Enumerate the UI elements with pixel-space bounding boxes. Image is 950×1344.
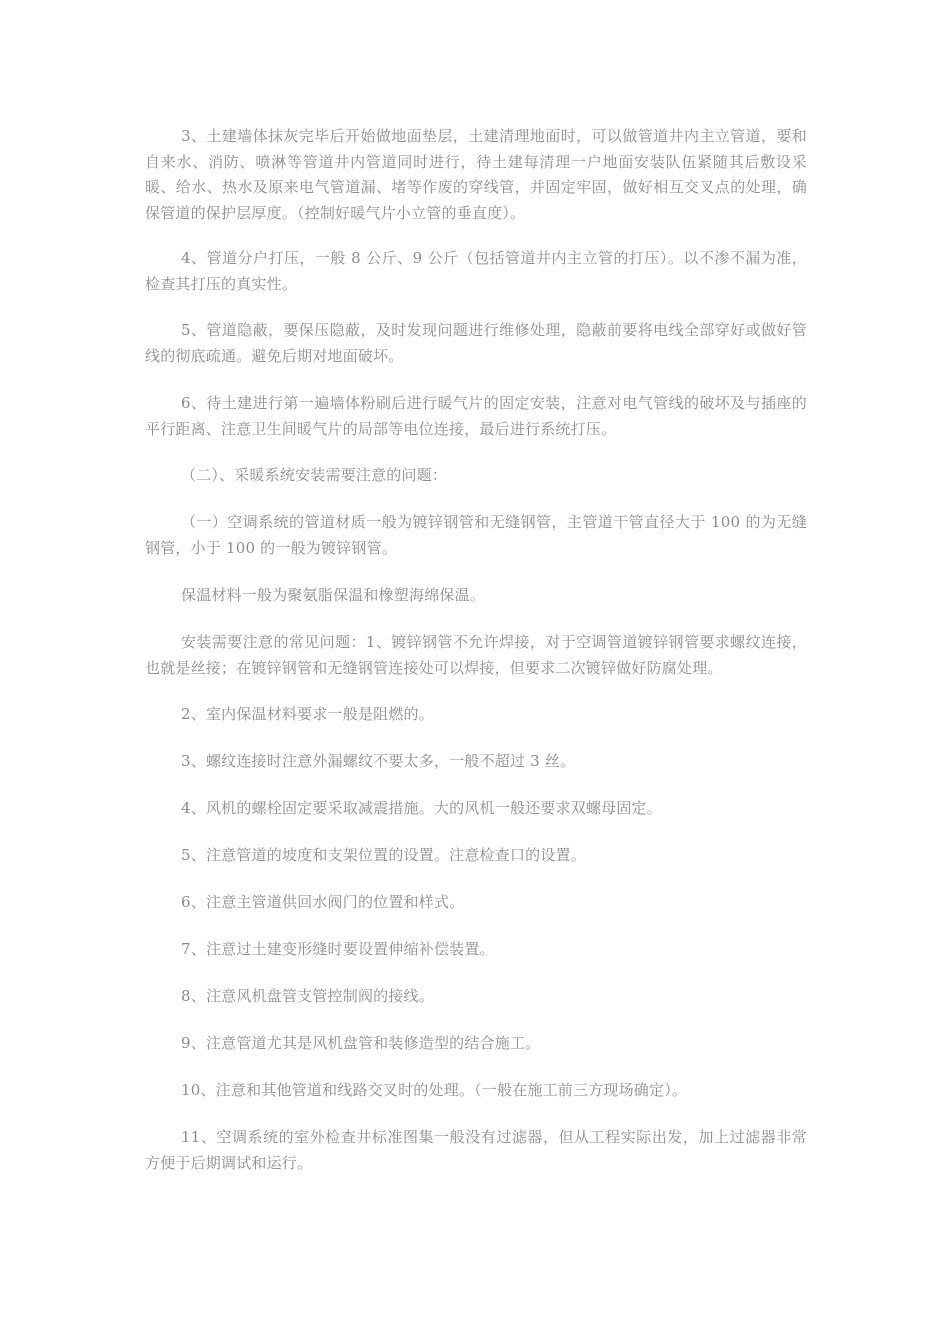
paragraph-common-issue-3: 3、螺纹连接时注意外漏螺纹不要太多，一般不超过 3 丝。	[181, 752, 576, 770]
section-heading-heating-issues: （二）、采暖系统安装需要注意的问题：	[181, 466, 448, 484]
paragraph-item-3-construction-sequence: 3、土建墙体抹灰完毕后开始做地面垫层，土建清理地面时，可以做管道井内主立管道，要和自来水、消防、喷淋等管道井内管道同时进行，待土建每清理一户地面安装队伍紧随其后敷设采暖、给水、热水及原来电气管道漏、堵等作废的穿线管，并固定牢固，做好相互交叉点的处理，确保管道的保护层厚度。（控制好暖气片小立管的垂直度）。	[145, 127, 807, 222]
paragraph-common-issue-11: 11、空调系统的室外检查井标准图集一般没有过滤器，但从工程实际出发，加上过滤器非常方便于后期调试和运行。	[145, 1128, 807, 1172]
paragraph-common-issue-9: 9、注意管道尤其是风机盘管和装修造型的结合施工。	[181, 1034, 541, 1052]
paragraph-item-5-concealment: 5、管道隐蔽，要保压隐蔽，及时发现问题进行维修处理，隐蔽前要将电线全部穿好或做好管线的彻底疏通。避免后期对地面破坏。	[145, 321, 807, 365]
paragraph-item-6-radiator-install: 6、待土建进行第一遍墙体粉刷后进行暖气片的固定安装，注意对电气管线的破坏及与插座的平行距离、注意卫生间暖气片的局部等电位连接，最后进行系统打压。	[145, 394, 807, 438]
paragraph-common-issue-10: 10、注意和其他管道和线路交叉时的处理。（一般在施工前三方现场确定）。	[181, 1081, 688, 1099]
paragraph-insulation-material: 保温材料一般为聚氨脂保温和橡塑海绵保温。	[181, 586, 486, 604]
paragraph-common-issue-7: 7、注意过土建变形缝时要设置伸缩补偿装置。	[181, 940, 495, 958]
paragraph-ac-pipe-material: （一）空调系统的管道材质一般为镀锌钢管和无缝钢管，主管道干管直径大于 100 的为无缝钢管，小于 100 的一般为镀锌钢管。	[145, 513, 807, 557]
paragraph-common-issue-1: 安装需要注意的常见问题：1、镀锌钢管不允许焊接，对于空调管道镀锌钢管要求螺纹连接，也就是丝接；在镀锌钢管和无缝钢管连接处可以焊接，但要求二次镀锌做好防腐处理。	[145, 633, 807, 677]
paragraph-common-issue-5: 5、注意管道的坡度和支架位置的设置。注意检查口的设置。	[181, 846, 586, 864]
paragraph-common-issue-2: 2、室内保温材料要求一般是阻燃的。	[181, 705, 434, 723]
paragraph-item-4-pressure-test: 4、管道分户打压，一般 8 公斤、9 公斤（包括管道井内主立管的打压）。以不渗不漏为准，检查其打压的真实性。	[145, 249, 807, 293]
paragraph-common-issue-6: 6、注意主管道供回水阀门的位置和样式。	[181, 893, 465, 911]
paragraph-common-issue-8: 8、注意风机盘管支管控制阀的接线。	[181, 987, 434, 1005]
paragraph-common-issue-4: 4、风机的螺栓固定要采取减震措施。大的风机一般还要求双螺母固定。	[181, 799, 662, 817]
